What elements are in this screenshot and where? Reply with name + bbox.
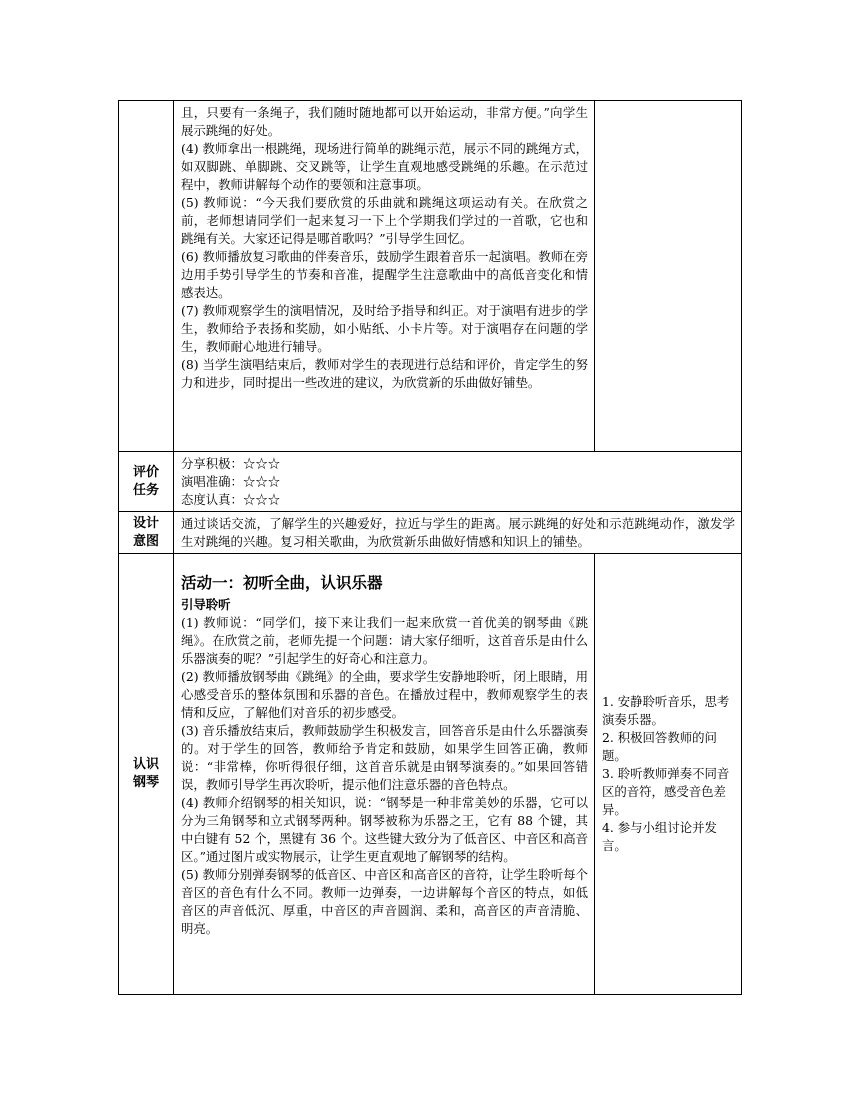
process-paragraph: (4) 教师拿出一根跳绳，现场进行简单的跳绳示范，展示不同的跳绳方式，如双脚跳、单脚跳、交叉跳等，让学生直观地感受跳绳的乐趣。在示范过程中，教师讲解每个动作的要领和注意事项。 — [181, 141, 588, 192]
table-row-evaluation — [119, 452, 742, 512]
student-activity-item: 4. 参与小组讨论并发言。 — [602, 820, 717, 853]
row-label-empty — [119, 101, 174, 452]
process-paragraph: (7) 教师观察学生的演唱情况，及时给予指导和纠正。对于演唱有进步的学生，教师给予表扬和奖励，如小贴纸、小卡片等。对于演唱存在问题的学生，教师耐心地进行辅导。 — [181, 303, 588, 354]
table-row-design-intent — [119, 512, 742, 554]
activity-title: 活动一：初听全曲，认识乐器 — [181, 573, 383, 592]
activity-subtitle: 引导聆听 — [181, 597, 231, 612]
piano-teaching-cell — [174, 554, 595, 995]
student-activity-item: 2. 积极回答教师的问题。 — [602, 730, 717, 763]
table-row-piano — [119, 554, 742, 995]
piano-paragraph: (5) 教师分别弹奏钢琴的低音区、中音区和高音区的音符，让学生聆听每个音区的音色有什么不同。教师一边弹奏，一边讲解每个音区的特点，如低音区的声音低沉、厚重，中音区的声音圆润、柔和，高音区的声音清脆、明亮。 — [181, 867, 588, 936]
student-activity-cell — [595, 554, 742, 995]
process-paragraph: (5) 教师说：“今天我们要欣赏的乐曲就和跳绳这项运动有关。在欣赏之前，老师想请同学们一起来复习一下上个学期我们学过的一首歌，它也和跳绳有关。大家还记得是哪首歌吗？”引导学生回忆。 — [181, 195, 588, 246]
evaluation-item: 分享积极：☆☆☆ — [181, 456, 281, 471]
design-intent-cell — [174, 512, 742, 554]
design-intent-text: 通过谈话交流，了解学生的兴趣爱好，拉近与学生的距离。展示跳绳的好处和示范跳绳动作，激发学生对跳绳的兴趣。复习相关歌曲，为欣赏新乐曲做好情感和知识上的铺垫。 — [181, 516, 735, 549]
piano-paragraph: (3) 音乐播放结束后，教师鼓励学生积极发言，回答音乐是由什么乐器演奏的。对于学生的回答，教师给予肯定和鼓励，如果学生回答正确，教师说：“非常棒，你听得很仔细，这首音乐就是由钢琴演奏的。”如果回答错误，教师引导学生再次聆听，提示他们注意乐器的音色特点。 — [181, 723, 588, 792]
process-paragraph: 且，只要有一条绳子，我们随时随地都可以开始运动，非常方便。”向学生展示跳绳的好处。 — [181, 105, 588, 138]
piano-paragraph: (4) 教师介绍钢琴的相关知识，说：“钢琴是一种非常美妙的乐器，它可以分为三角钢琴和立式钢琴两种。钢琴被称为乐器之王，它有 88 个键，其中白键有 52 个，黑键有 36 个。这些键大致分为了低音区、中音区和高音区。”通过图片或实物展示，让学生更直观地了解钢琴的结构。 — [181, 795, 588, 864]
evaluation-cell — [174, 452, 742, 512]
process-paragraph: (8) 当学生演唱结束后，教师对学生的表现进行总结和评价，肯定学生的努力和进步，同时提出一些改进的建议，为欣赏新的乐曲做好铺垫。 — [181, 357, 588, 390]
piano-paragraph: (1) 教师说：“同学们，接下来让我们一起来欣赏一首优美的钢琴曲《跳绳》。在欣赏之前，老师先提一个问题：请大家仔细听，这首音乐是由什么乐器演奏的呢？”引起学生的好奇心和注意力。 — [181, 615, 588, 666]
student-activity-item: 3. 聆听教师弹奏不同音区的音符，感受音色差异。 — [602, 766, 730, 817]
teaching-process-cell — [174, 101, 595, 452]
evaluation-item: 演唱准确：☆☆☆ — [181, 474, 281, 489]
process-paragraph: (6) 教师播放复习歌曲的伴奏音乐，鼓励学生跟着音乐一起演唱。教师在旁边用手势引导学生的节奏和音准，提醒学生注意歌曲中的高低音变化和情感表达。 — [181, 249, 588, 300]
design-intent-label: 设计 意图 — [119, 512, 174, 554]
evaluation-item: 态度认真：☆☆☆ — [181, 492, 281, 507]
student-activity-cell-empty — [595, 101, 742, 452]
table-row-teaching-process — [119, 101, 742, 452]
evaluation-label: 评价 任务 — [119, 452, 174, 512]
piano-paragraph: (2) 教师播放钢琴曲《跳绳》的全曲，要求学生安静地聆听，闭上眼睛，用心感受音乐的整体氛围和乐器的音色。在播放过程中，教师观察学生的表情和反应，了解他们对音乐的初步感受。 — [181, 669, 588, 720]
piano-label: 认识 钢琴 — [119, 554, 174, 995]
student-activity-item: 1. 安静聆听音乐，思考演奏乐器。 — [602, 694, 730, 727]
lesson-plan-table — [118, 100, 742, 995]
